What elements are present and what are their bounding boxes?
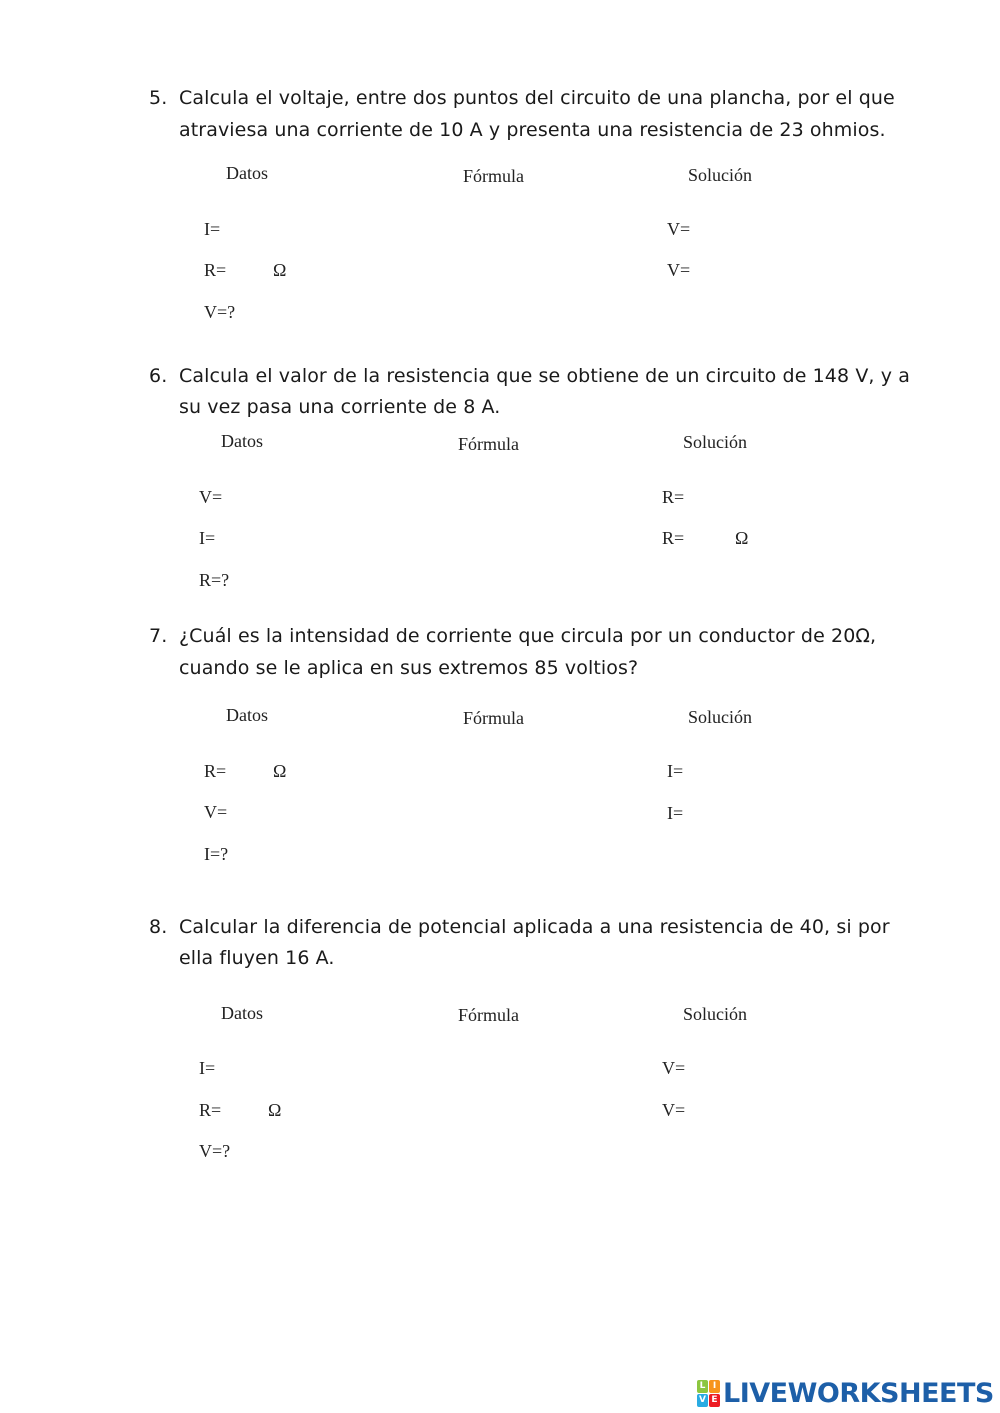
solucion-header: Solución [688,165,753,185]
solucion-item: V= [662,1100,686,1120]
datos-item: V=? [204,302,236,322]
datos-item: R= [204,260,227,280]
solucion-item: V= [667,260,691,280]
datos-item: V= [204,802,228,822]
question-number: 5. [149,87,168,109]
datos-item: V=? [199,1141,231,1161]
solucion-item: R= [662,528,685,548]
question-text-line-2: ella fluyen 16 A. [179,947,335,969]
datos-item: R= [204,761,227,781]
question-number: 8. [149,916,168,938]
datos-item: I= [199,528,216,548]
datos-item: I=? [204,844,229,864]
solucion-header: Solución [683,432,748,452]
liveworksheets-logo [697,1377,994,1409]
formula-header: Fórmula [463,708,524,728]
solucion-header: Solución [683,1004,748,1024]
question-number: 6. [149,365,168,387]
solucion-item: R= [662,487,685,507]
solucion-item: I= [667,803,684,823]
logo-mark-cell: E [709,1394,720,1407]
question-text-line-2: cuando se le aplica en sus extremos 85 voltios? [179,657,639,679]
solucion-item: I= [667,761,684,781]
datos-header: Datos [221,431,263,451]
datos-header: Datos [226,705,268,725]
datos-item: I= [204,219,221,239]
formula-header: Fórmula [458,1005,519,1025]
question-text-line-1: ¿Cuál es la intensidad de corriente que circula por un conductor de 20Ω, [179,625,877,647]
datos-item: R=? [199,570,230,590]
logo-mark-icon [697,1380,720,1407]
datos-header: Datos [226,163,268,183]
question-text-line-1: Calcula el valor de la resistencia que se obtiene de un circuito de 148 V, y a [179,365,910,387]
datos-header: Datos [221,1003,263,1023]
question-text-line-2: su vez pasa una corriente de 8 A. [179,396,501,418]
logo-mark-cell: L [697,1380,708,1393]
ohm-unit: Ω [735,528,749,548]
question-text-line-1: Calcula el voltaje, entre dos puntos del circuito de una plancha, por el que [179,87,895,109]
logo-mark-cell: I [709,1380,720,1393]
datos-item: R= [199,1100,222,1120]
solucion-header: Solución [688,707,753,727]
logo-mark-cell: V [697,1394,708,1407]
formula-header: Fórmula [463,166,524,186]
solucion-item: V= [662,1058,686,1078]
ohm-unit: Ω [268,1100,282,1120]
datos-item: I= [199,1058,216,1078]
question-text-line-1: Calcular la diferencia de potencial aplicada a una resistencia de 40, si por [179,916,890,938]
question-number: 7. [149,625,168,647]
solucion-item: V= [667,219,691,239]
logo-text: LIVEWORKSHEETS [723,1377,994,1409]
datos-item: V= [199,487,223,507]
formula-header: Fórmula [458,434,519,454]
question-text-line-2: atraviesa una corriente de 10 A y presenta una resistencia de 23 ohmios. [179,119,886,141]
ohm-unit: Ω [273,761,287,781]
ohm-unit: Ω [273,260,287,280]
